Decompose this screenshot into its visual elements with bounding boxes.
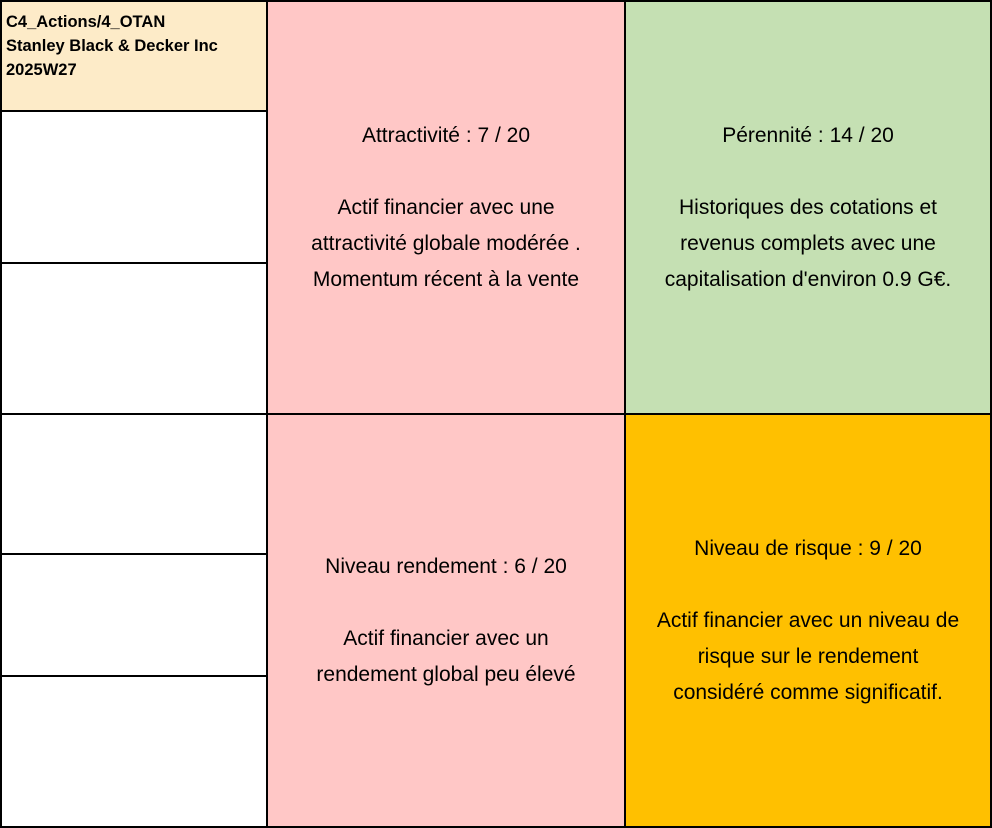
header-week: 2025W27	[6, 61, 77, 79]
attractivite-panel	[266, 0, 626, 416]
blank-cell	[0, 553, 268, 677]
risque-text-line: considéré comme significatif.	[673, 680, 943, 704]
rendement-panel	[266, 413, 626, 828]
perennite-title: Pérennité : 14 / 20	[722, 124, 894, 147]
perennite-text-line: revenus complets avec une	[680, 232, 936, 255]
blank-cell	[0, 110, 268, 264]
attractivite-text-line: attractivité globale modérée .	[311, 232, 581, 255]
attractivite-title: Attractivité : 7 / 20	[361, 124, 531, 147]
perennite-panel	[624, 0, 992, 416]
risque-panel	[624, 413, 992, 828]
risque-text-line: Actif financier avec un niveau de	[656, 608, 960, 632]
rendement-title: Niveau rendement : 6 / 20	[325, 554, 567, 578]
header-cell	[0, 0, 268, 112]
perennite-text-line: Historiques des cotations et	[679, 196, 937, 219]
risque-title: Niveau de risque : 9 / 20	[694, 536, 922, 560]
perennite-text-line: capitalisation d'environ 0.9 G€.	[664, 268, 952, 291]
blank-cell	[0, 262, 268, 416]
attractivite-text-line: Momentum récent à la vente	[312, 268, 580, 291]
rendement-text-line: Actif financier avec un	[343, 626, 549, 650]
header-category: C4_Actions/4_OTAN	[6, 13, 166, 31]
header-company: Stanley Black & Decker Inc	[6, 37, 218, 55]
attractivite-text-line: Actif financier avec une	[337, 196, 555, 219]
blank-cell	[0, 675, 268, 828]
rendement-text-line: rendement global peu élevé	[316, 662, 576, 686]
blank-cell	[0, 413, 268, 555]
risque-text-line: risque sur le rendement	[697, 644, 919, 668]
